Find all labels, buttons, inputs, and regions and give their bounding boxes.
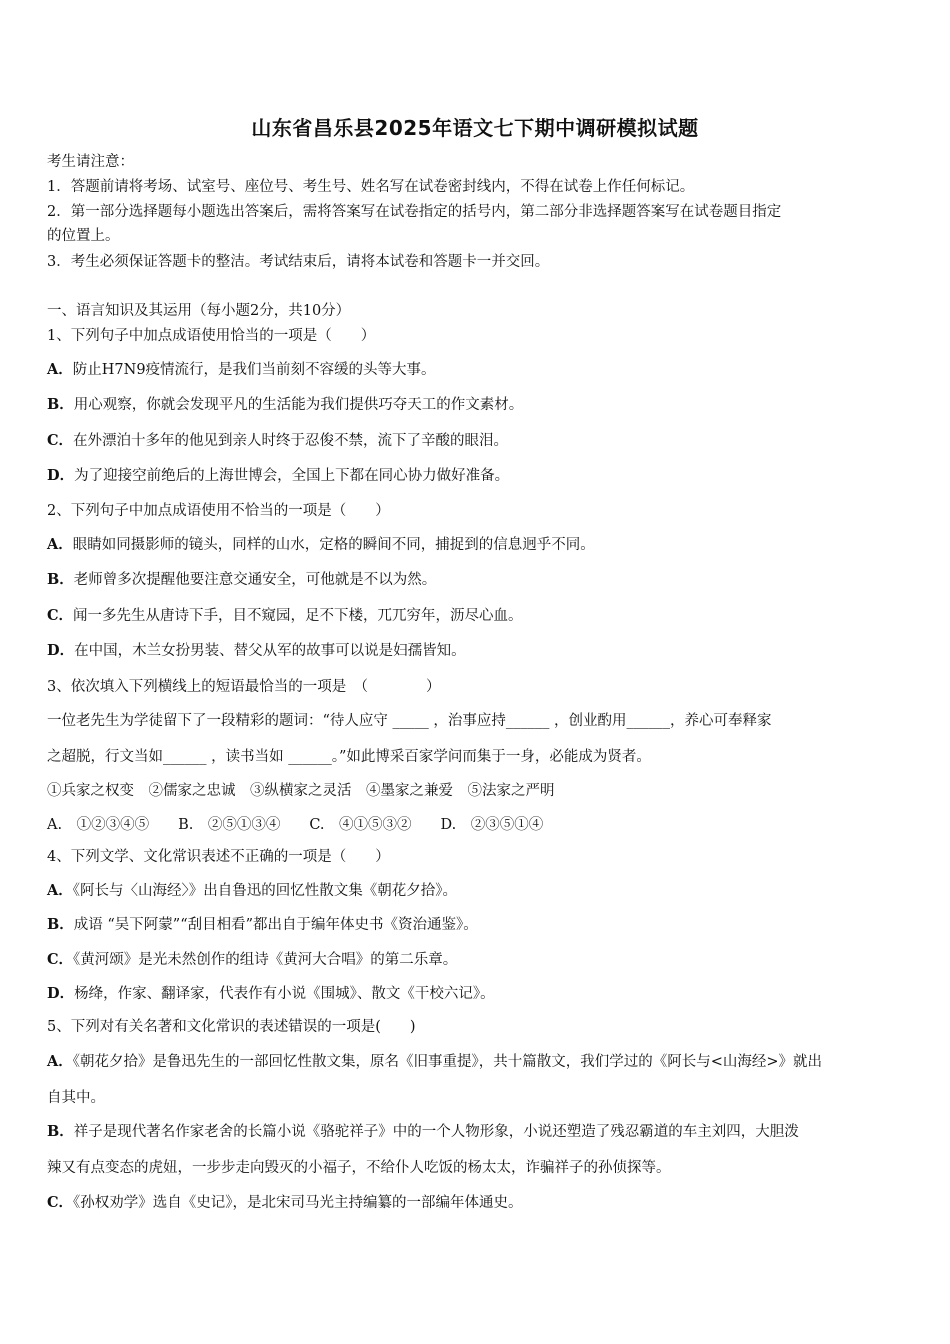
page-title: 山东省昌乐县2025年语文七下期中调研模拟试题 — [251, 116, 699, 140]
option-label: B． — [47, 396, 74, 413]
option-text: 《孙权劝学》选自《史记》，是北宋司马光主持编纂的一部编年体通史。 — [73, 1195, 523, 1211]
question-5-option-a-line-2: 自其中。 — [47, 1090, 105, 1106]
question-1-stem: 1、下列句子中加点成语使用恰当的一项是（ ） — [47, 328, 376, 344]
option-text: 成语 “吴下阿蒙”“刮目相看”都出自于编年体史书《资治通鉴》。 — [73, 917, 478, 933]
question-3-choices: A. ①②③④⑤ B. ②⑤①③④ C. ④①⑤③② D. ②③⑤①④ — [47, 817, 544, 833]
option-text: 眼睛如同摄影师的镜头，同样的山水，定格的瞬间不同，捕捉到的信息迥乎不同。 — [72, 537, 595, 553]
question-5-option-b-line-2: 辣又有点变态的虎妞，一步步走向毁灭的小福子，不给仆人吃饭的杨太太，诈骗祥子的孙侦探等。 — [47, 1160, 671, 1176]
option-label: B． — [47, 916, 74, 933]
option-text: 在中国，木兰女扮男装、替父从军的故事可以说是妇孺皆知。 — [74, 643, 466, 659]
question-1-option-c — [47, 431, 907, 451]
question-3-text-line-2: 之超脱，行文当如______ ，读书当如 ______。”如此博采百家学问而集于一身，必能成为贤者。 — [47, 749, 651, 765]
question-5-option-a-line-1 — [47, 1052, 907, 1072]
option-label: D． — [47, 467, 75, 484]
option-text: 在外漂泊十多年的他见到亲人时终于忍俊不禁，流下了辛酸的眼泪。 — [73, 433, 509, 449]
option-label: B． — [47, 1123, 74, 1140]
notice-heading: 考生请注意： — [47, 154, 134, 170]
option-text: 《朝花夕拾》是鲁迅先生的一部回忆性散文集，原名《旧事重提》，共十篇散文，我们学过的《阿长与<山海经>》就出 — [72, 1054, 823, 1070]
question-3-text-line-1: 一位老先生为学徒留下了一段精彩的题词：“待人应守 _____ ，治事应持______ ，创业酌用______，养心可奉释家 — [47, 713, 772, 729]
question-2-option-c — [47, 606, 907, 626]
question-5-option-b-line-1 — [47, 1122, 907, 1142]
notice-item-1: 1．答题前请将考场、试室号、座位号、考生号、姓名写在试卷密封线内，不得在试卷上作任何标记。 — [47, 179, 695, 195]
question-1-option-b — [47, 395, 907, 415]
question-2-option-b — [47, 570, 907, 590]
option-text: 《阿长与〈山海经〉》出自鲁迅的回忆性散文集《朝花夕拾》。 — [72, 883, 458, 899]
question-3-stem: 3、依次填入下列横线上的短语最恰当的一项是 （ ） — [47, 679, 441, 695]
option-text: 防止H7N9疫情流行，是我们当前刻不容缓的头等大事。 — [72, 362, 436, 378]
option-label: C． — [47, 951, 74, 968]
option-text: 为了迎接空前绝后的上海世博会，全国上下都在同心协力做好准备。 — [74, 468, 510, 484]
question-1-option-d — [47, 466, 907, 486]
section-heading: 一、语言知识及其运用（每小题2分，共10分） — [47, 303, 351, 319]
question-4-option-b — [47, 915, 907, 935]
option-label: C． — [47, 432, 74, 449]
notice-item-2-line-2: 的位置上。 — [47, 228, 120, 244]
question-2-option-a — [47, 535, 907, 555]
option-text: 用心观察，你就会发现平凡的生活能为我们提供巧夺天工的作文素材。 — [73, 397, 524, 413]
option-label: C． — [47, 607, 74, 624]
question-4-option-a — [47, 881, 907, 901]
option-text: 杨绛，作家、翻译家，代表作有小说《围城》、散文《干校六记》。 — [74, 986, 495, 1002]
option-label: A． — [47, 361, 73, 378]
option-text: 老师曾多次提醒他要注意交通安全，可他就是不以为然。 — [73, 572, 437, 588]
question-1-option-a — [47, 360, 907, 380]
question-5-option-c — [47, 1193, 907, 1213]
option-text: 祥子是现代著名作家老舍的长篇小说《骆驼祥子》中的一个人物形象，小说还塑造了残忍霸道的车主刘四，大胆泼 — [73, 1124, 799, 1140]
notice-item-3: 3．考生必须保证答题卡的整洁。考试结束后，请将本试卷和答题卡一并交回。 — [47, 254, 550, 270]
question-2-stem: 2、下列句子中加点成语使用不恰当的一项是（ ） — [47, 503, 390, 519]
question-4-option-c — [47, 950, 907, 970]
option-text: 闻一多先生从唐诗下手，目不窥园，足不下楼，兀兀穷年，沥尽心血。 — [73, 608, 523, 624]
question-5-stem: 5、下列对有关名著和文化常识的表述错误的一项是( ) — [47, 1019, 416, 1035]
option-label: A． — [47, 536, 73, 553]
option-label: A． — [47, 1053, 73, 1070]
question-4-stem: 4、下列文学、文化常识表述不正确的一项是（ ） — [47, 849, 390, 865]
question-2-option-d — [47, 641, 907, 661]
option-label: A． — [47, 882, 73, 899]
option-label: D． — [47, 985, 75, 1002]
option-text: 《黄河颂》是光未然创作的组诗《黄河大合唱》的第二乐章。 — [73, 952, 458, 968]
notice-item-2-line-1: 2．第一部分选择题每小题选出答案后，需将答案写在试卷指定的括号内，第二部分非选择题答案写在试卷题目指定 — [47, 204, 782, 220]
question-4-option-d — [47, 984, 907, 1004]
option-label: B． — [47, 571, 74, 588]
question-3-phrase-list: ①兵家之权变 ②儒家之忠诚 ③纵横家之灵活 ④墨家之兼爱 ⑤法家之严明 — [47, 783, 555, 799]
option-label: C． — [47, 1194, 74, 1211]
option-label: D． — [47, 642, 75, 659]
